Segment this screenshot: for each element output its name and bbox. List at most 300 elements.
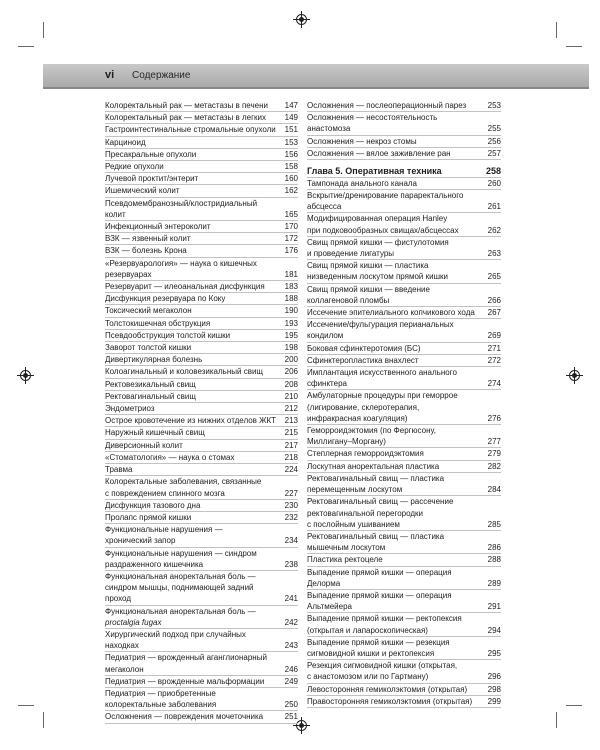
toc-entry: [105, 305, 298, 317]
toc-entry-title: [105, 100, 285, 111]
toc-entry-line: Редкие опухоли: [105, 162, 164, 172]
running-header-rule: [43, 87, 589, 89]
toc-entry-line: Псевдомембранозный/клостридиальный колит: [105, 198, 258, 219]
toc-entry-title: [307, 213, 488, 235]
toc-entry: [105, 391, 298, 403]
toc-entry-line: Выпадение прямой кишки — операция: [307, 567, 452, 577]
toc-entry-line: Ректовезикальный свищ: [105, 379, 196, 389]
toc-entry-page: 267: [487, 308, 501, 318]
toc-entry: [307, 567, 501, 590]
toc-entry-line: «Резервуарология» — наука о кишечных: [105, 258, 257, 268]
running-header-bar: [43, 64, 589, 87]
toc-entry: [105, 676, 298, 688]
toc-entry: [105, 185, 298, 197]
toc-entry-line: Педиатрия — врожденный аганглионарный: [105, 653, 267, 663]
toc-entry: [105, 512, 298, 524]
toc-entry-page: 284: [487, 485, 501, 495]
registration-mark-icon: [296, 14, 307, 25]
crop-mark: [43, 22, 44, 38]
toc-entry-title: [105, 629, 285, 651]
toc-entry-line: Диверсионный колит: [105, 440, 183, 450]
toc-entry-page: 190: [284, 306, 298, 316]
toc-entry-line: находках: [105, 641, 139, 651]
toc-entry-line: Альтмейера: [307, 602, 352, 612]
toc-entry-line: Гастроинтестинальные стромальные опухоли: [105, 125, 276, 135]
toc-entry-line: Сфинктеропластика внахлест: [307, 355, 419, 365]
section-title: Содержание: [132, 70, 191, 81]
toc-entry-page: 277: [487, 437, 501, 447]
toc-entry-line: Амбулаторные процедуры при геморрое: [307, 391, 458, 401]
toc-entry-line: Миллигану–Моргану): [307, 437, 386, 447]
toc-entry-line: Правосторонняя гемиколэктомия (открытая): [307, 696, 473, 706]
toc-entry-page: 147: [284, 101, 298, 110]
toc-entry-page: 176: [284, 246, 298, 256]
toc-entry: [307, 136, 501, 148]
toc-entry: [105, 379, 298, 391]
toc-entry-page: 224: [284, 465, 298, 475]
toc-entry: [307, 531, 501, 554]
toc-entry-page: 242: [284, 617, 298, 627]
toc-entry: [105, 330, 298, 342]
toc-entry-line: Ректовагинальный свищ — рассечение: [307, 497, 454, 507]
toc-entry-title: [105, 330, 285, 341]
crop-mark: [18, 705, 34, 706]
toc-entry-page: 265: [487, 272, 501, 282]
toc-entry: [105, 711, 298, 723]
toc-column-left: [105, 100, 298, 724]
toc-entry: [105, 149, 298, 161]
toc-entry-title: [105, 711, 285, 722]
toc-entry: [307, 637, 501, 660]
toc-entry-line: Функциональная аноректальная боль —: [105, 571, 256, 581]
toc-entry: [307, 237, 501, 260]
toc-entry-line: Функциональные нарушения —: [105, 525, 223, 535]
toc-entry-line: Степлерная геморроидэктомия: [307, 449, 424, 459]
toc-entry-title: [105, 500, 285, 511]
toc-entry-page: 286: [487, 543, 501, 553]
toc-entry-page: 198: [284, 343, 298, 353]
toc-entry-line: (лигирование, склеротерапия,: [307, 402, 420, 412]
toc-entry-line: Резервуарит — илеоанальная дисфункция: [105, 282, 265, 292]
toc-entry-line: Иссечение/фульгурация перианальных: [307, 320, 454, 330]
toc-entry-title: [307, 531, 488, 553]
toc-entry: [105, 293, 298, 305]
toc-entry-title: [105, 318, 285, 329]
toc-entry-title: [307, 178, 488, 189]
toc-entry-line: Иссечение эпителиального копчикового хода: [307, 308, 475, 318]
toc-entry-title: [105, 415, 285, 426]
toc-entry-line: Функциональные нарушения — синдром: [105, 548, 257, 558]
toc-entry-line: сфинктера: [307, 379, 347, 389]
toc-entry-page: 279: [487, 449, 501, 459]
toc-entry-line: Колоректальный рак — метастазы в печени: [105, 101, 268, 110]
toc-entry: [105, 427, 298, 439]
toc-entry-page: 206: [284, 367, 298, 377]
registration-mark-icon: [20, 370, 31, 381]
toc-entry-page: 263: [487, 249, 501, 259]
toc-entry: [105, 233, 298, 245]
toc-entry-title: [105, 571, 285, 605]
toc-entry-title: [307, 473, 488, 495]
crop-mark: [556, 712, 557, 728]
chapter-title: Глава 5. Оперативная техника: [307, 165, 442, 176]
toc-entry: [105, 476, 298, 499]
toc-entry-title: [307, 307, 488, 318]
toc-entry-page: 183: [284, 282, 298, 292]
toc-entry-line: Делорма: [307, 578, 341, 588]
toc-entry-page: 156: [284, 149, 298, 159]
toc-entry: [307, 473, 501, 496]
toc-entry-line: Токсический мегаколон: [105, 306, 192, 316]
toc-entry: [307, 343, 501, 355]
toc-entry-page: 251: [284, 712, 298, 722]
toc-entry: [105, 440, 298, 452]
toc-entry: [307, 178, 501, 190]
toc-entry-page: 232: [284, 512, 298, 522]
toc-entry-line: Ректовагинальный свищ: [105, 391, 196, 401]
toc-entry-title: [307, 367, 488, 389]
toc-entry: [307, 213, 501, 236]
toc-entry-title: [105, 440, 285, 451]
toc-entry: [105, 688, 298, 711]
toc-entry-page: 261: [487, 202, 501, 212]
toc-entry-page: 271: [487, 343, 501, 353]
toc-entry-title: [307, 425, 488, 447]
toc-entry-title: [105, 652, 285, 674]
toc-entry-page: 276: [487, 413, 501, 423]
page-number: vi: [105, 69, 115, 81]
toc-entry-page: 294: [487, 625, 501, 635]
crop-mark: [556, 22, 557, 38]
toc-entry-title: [105, 305, 285, 316]
toc-entry-line: Ректовагинальный свищ — пластика: [307, 531, 445, 541]
toc-entry-page: 215: [284, 428, 298, 438]
toc-entry-title: [307, 696, 488, 707]
toc-entry-line: (открытая и лапароскопическая): [307, 625, 428, 635]
toc-entry-title: [105, 366, 285, 377]
toc-entry: [307, 319, 501, 342]
toc-entry: [105, 354, 298, 366]
toc-entry-title: [307, 637, 488, 659]
toc-entry-title: [307, 260, 488, 282]
toc-entry-line: сигмовидной кишки и ректопексия: [307, 648, 435, 658]
toc-entry-title: [105, 124, 285, 135]
toc-entry-title: [307, 448, 488, 459]
toc-entry-line: Лоскутная аноректальная пластика: [307, 461, 440, 471]
toc-entry-line: Пролапс прямой кишки: [105, 512, 192, 522]
toc-entry: [105, 245, 298, 257]
toc-entry: [307, 367, 501, 390]
toc-entry-line: Выпадение прямой кишки — ректопексия: [307, 614, 462, 624]
crop-mark: [18, 46, 34, 47]
toc-entry-title: [105, 403, 285, 414]
crop-mark: [43, 712, 44, 728]
toc-entry-line: Выпадение прямой кишки — резекция: [307, 637, 450, 647]
toc-entry-page: 218: [284, 452, 298, 462]
toc-entry-title: [105, 112, 285, 123]
toc-entry-page: 181: [284, 269, 298, 279]
toc-entry-line: резервуарах: [105, 269, 152, 279]
chapter-page: 258: [485, 165, 501, 176]
toc-entry-page: 269: [487, 331, 501, 341]
toc-entry-line: Осложнения — послеоперационный парез: [307, 101, 467, 110]
toc-entry: [105, 403, 298, 415]
toc-entry-title: [307, 684, 488, 695]
toc-entry-page: 296: [487, 672, 501, 682]
toc-entry-title: [105, 161, 285, 172]
toc-entry: [105, 524, 298, 547]
toc-entry-line: инфракрасная коагуляция): [307, 413, 408, 423]
toc-entry-title: [105, 354, 285, 365]
toc-entry-line: ректовагинальной перегородки: [307, 508, 423, 518]
toc-entry-line: Боковая сфинктеротомия (БС): [307, 343, 421, 353]
toc-entry: [105, 571, 298, 606]
toc-entry-page: 257: [487, 148, 501, 158]
toc-entry-title: [105, 676, 285, 687]
toc-entry-title: [105, 198, 285, 220]
toc-entry-page: 238: [284, 559, 298, 569]
toc-entry: [105, 606, 298, 629]
toc-entry: [307, 355, 501, 367]
toc-entry-line: Карциноид: [105, 137, 146, 147]
toc-entry-line: кондилом: [307, 331, 344, 341]
toc-entry: [105, 112, 298, 124]
toc-entry-line: синдром мышцы, поднимающей задний: [105, 583, 254, 593]
toc-entry-page: 298: [487, 684, 501, 694]
toc-entry: [105, 548, 298, 571]
toc-entry: [105, 100, 298, 112]
toc-entry-line: Колоректальные заболевания, связанные: [105, 477, 262, 487]
toc-entry-line: Педиатрия — приобретенные: [105, 688, 216, 698]
toc-entry-page: 260: [487, 178, 501, 188]
toc-entry-page: 291: [487, 602, 501, 612]
toc-entry-page: 227: [284, 488, 298, 498]
toc-entry-line: Вскрытие/дренирование параректального: [307, 191, 464, 201]
toc-entry-line: Геморроидэктомия (по Фергюсону,: [307, 426, 436, 436]
toc-entry-page: 272: [487, 355, 501, 365]
toc-entry: [105, 500, 298, 512]
crop-mark: [566, 46, 582, 47]
toc-entry: [105, 366, 298, 378]
toc-entry-line: коллагеновой пломбы: [307, 295, 390, 305]
toc-entry-line: низведенным лоскутом прямой кишки: [307, 272, 448, 282]
toc-entry-title: [307, 237, 488, 259]
toc-entry-line: мышечным лоскутом: [307, 543, 386, 553]
toc-entry-title: [105, 606, 285, 628]
toc-entry: [307, 148, 501, 160]
toc-entry-page: 160: [284, 174, 298, 184]
toc-entry-title: [307, 496, 488, 530]
toc-entry-line: Осложнения — повреждения мочеточника: [105, 712, 264, 722]
toc-entry-page: 288: [487, 555, 501, 565]
toc-entry-line: Тампонада анального канала: [307, 178, 418, 188]
toc-entry-page: 246: [284, 664, 298, 674]
toc-column-right: [307, 100, 501, 708]
toc-entry-page: 249: [284, 676, 298, 686]
toc-entry-page: 153: [284, 137, 298, 147]
toc-entry: [307, 425, 501, 448]
toc-entry-title: [307, 554, 488, 565]
toc-entry-line: Свищ прямой кишки — фистулотомия: [307, 237, 449, 247]
toc-entry: [105, 281, 298, 293]
toc-entry-line: ВЗК — болезнь Крона: [105, 246, 187, 256]
toc-entry-line: мегаколон: [105, 664, 144, 674]
toc-entry-title: [105, 379, 285, 390]
toc-entry-title: [307, 112, 488, 134]
toc-entry-page: 262: [487, 225, 501, 235]
toc-entry-title: [105, 245, 285, 256]
toc-entry-page: 241: [284, 594, 298, 604]
toc-entry: [105, 173, 298, 185]
toc-entry-page: 253: [487, 101, 501, 110]
toc-entry: [105, 415, 298, 427]
toc-entry-page: 188: [284, 294, 298, 304]
toc-entry-title: [105, 173, 285, 184]
toc-entry-line: Ректовагинальный свищ — пластика: [307, 473, 445, 483]
toc-entry-line: с повреждением спинного мозга: [105, 488, 225, 498]
toc-entry-page: 193: [284, 318, 298, 328]
toc-entry-title: [105, 221, 285, 232]
toc-entry-line: Функциональная аноректальная боль —: [105, 606, 256, 616]
toc-entry: [307, 100, 501, 112]
toc-entry-page: 274: [487, 379, 501, 389]
toc-entry-title: [307, 190, 488, 212]
toc-entry-page: 170: [284, 222, 298, 232]
toc-entry-line: ВЗК — язвенный колит: [105, 234, 191, 244]
toc-entry-title: [307, 136, 488, 147]
toc-entry-line: Осложнения — некроз стомы: [307, 136, 417, 146]
toc-entry-page: 295: [487, 648, 501, 658]
toc-entry-line: Выпадение прямой кишки — операция: [307, 590, 452, 600]
toc-entry-line: Педиатрия — врожденные мальформации: [105, 676, 265, 686]
toc-entry: [105, 629, 298, 652]
toc-entry-title: [105, 512, 285, 523]
toc-entry: [307, 284, 501, 307]
toc-entry-page: 299: [487, 696, 501, 706]
toc-entry-title: [307, 355, 488, 366]
toc-entry: [307, 448, 501, 460]
toc-entry-page: 208: [284, 379, 298, 389]
toc-entry-page: 172: [284, 234, 298, 244]
toc-entry-page: 212: [284, 404, 298, 414]
toc-entry: [105, 342, 298, 354]
toc-entry-title: [307, 613, 488, 635]
toc-entry: [105, 221, 298, 233]
toc-entry-page: 282: [487, 461, 501, 471]
toc-entry-line: Дивертикулярная болезнь: [105, 355, 203, 365]
toc-entry-line: Имплантация искусственного анального: [307, 368, 457, 378]
toc-entry-title: [105, 464, 285, 475]
toc-entry-page: 210: [284, 391, 298, 401]
toc-entry: [105, 198, 298, 221]
toc-entry-title: [105, 476, 285, 498]
toc-entry: [307, 613, 501, 636]
toc-entry: [307, 461, 501, 473]
toc-entry-page: 234: [284, 536, 298, 546]
toc-entry: [105, 258, 298, 281]
toc-entry-line: Псевдообструкция толстой кишки: [105, 330, 231, 340]
toc-entry-line: Свищ прямой кишки — введение: [307, 284, 430, 294]
toc-entry: [307, 260, 501, 283]
toc-entry-line: «Стоматология» — наука о стомах: [105, 452, 235, 462]
chapter-heading: [307, 166, 501, 178]
toc-entry-line: Левосторонняя гемиколэктомия (открытая): [307, 684, 468, 694]
toc-entry-title: [105, 391, 285, 402]
toc-entry-line: Осложнения — вялое заживление ран: [307, 148, 451, 158]
toc-entry: [307, 496, 501, 531]
toc-entry-title: [307, 660, 488, 682]
toc-entry-line: proctalgia fugax: [105, 617, 162, 627]
toc-entry-line: Эндометриоз: [105, 404, 155, 414]
toc-entry-line: Ишемический колит: [105, 186, 180, 196]
toc-entry-title: [105, 342, 285, 353]
toc-entry-page: 250: [284, 700, 298, 710]
toc-entry-title: [105, 233, 285, 244]
toc-entry-title: [105, 452, 285, 463]
toc-entry-page: 243: [284, 641, 298, 651]
toc-entry-line: Наружный кишечный свищ: [105, 428, 205, 438]
toc-entry-title: [105, 548, 285, 570]
registration-mark-icon: [569, 370, 580, 381]
toc-entry-title: [307, 148, 488, 159]
toc-entry-line: Инфекционный энтероколит: [105, 222, 211, 232]
toc-entry: [105, 464, 298, 476]
toc-entry-line: проход: [105, 594, 131, 604]
toc-entry-line: Пластика ректоцеле: [307, 555, 383, 565]
toc-entry-line: Пресакральные опухоли: [105, 149, 197, 159]
toc-entry-page: 165: [284, 209, 298, 219]
toc-entry-line: Свищ прямой кишки — пластика: [307, 261, 429, 271]
toc-entry-title: [105, 185, 285, 196]
toc-entry: [105, 318, 298, 330]
toc-entry: [307, 390, 501, 425]
toc-entry: [307, 684, 501, 696]
toc-entry: [105, 124, 298, 136]
toc-entry-line: Осложнения — несостоятельность анастомоза: [307, 113, 438, 134]
toc-entry-line: перемещенным лоскутом: [307, 485, 403, 495]
toc-entry-line: с послойным ушиванием: [307, 519, 400, 529]
toc-entry-title: [105, 524, 285, 546]
toc-entry: [105, 137, 298, 149]
toc-entry-line: Травма: [105, 465, 133, 475]
toc-entry-page: 285: [487, 519, 501, 529]
toc-entry: [105, 652, 298, 675]
toc-entry-line: Лучевой проктит/энтерит: [105, 174, 199, 184]
toc-entry-line: Резекция сигмовидной кишки (открытая,: [307, 661, 458, 671]
toc-entry-title: [105, 137, 285, 148]
toc-entry-line: Колоректальный рак — метастазы в легких: [105, 113, 266, 123]
toc-entry-title: [307, 343, 488, 354]
toc-entry-line: Острое кровотечение из нижних отделов ЖКТ: [105, 416, 277, 426]
toc-entry-title: [307, 590, 488, 612]
toc-entry-page: 255: [487, 124, 501, 134]
toc-entry-title: [307, 567, 488, 589]
toc-entry-page: 195: [284, 330, 298, 340]
toc-entry-line: при подковообразных свищах/абсцессах: [307, 225, 459, 235]
toc-entry: [307, 307, 501, 319]
toc-entry-line: и проведение лигатуры: [307, 249, 395, 259]
toc-entry: [307, 554, 501, 566]
toc-entry-page: 162: [284, 186, 298, 196]
toc-entry-page: 230: [284, 500, 298, 510]
toc-entry-page: 256: [487, 136, 501, 146]
toc-entry-line: Дисфункция резервуара по Коку: [105, 294, 226, 304]
toc-entry-page: 289: [487, 578, 501, 588]
toc-entry-title: [307, 100, 488, 111]
crop-mark: [566, 705, 582, 706]
toc-entry-line: Заворот толстой кишки: [105, 343, 192, 353]
toc-entry-page: 200: [284, 355, 298, 365]
